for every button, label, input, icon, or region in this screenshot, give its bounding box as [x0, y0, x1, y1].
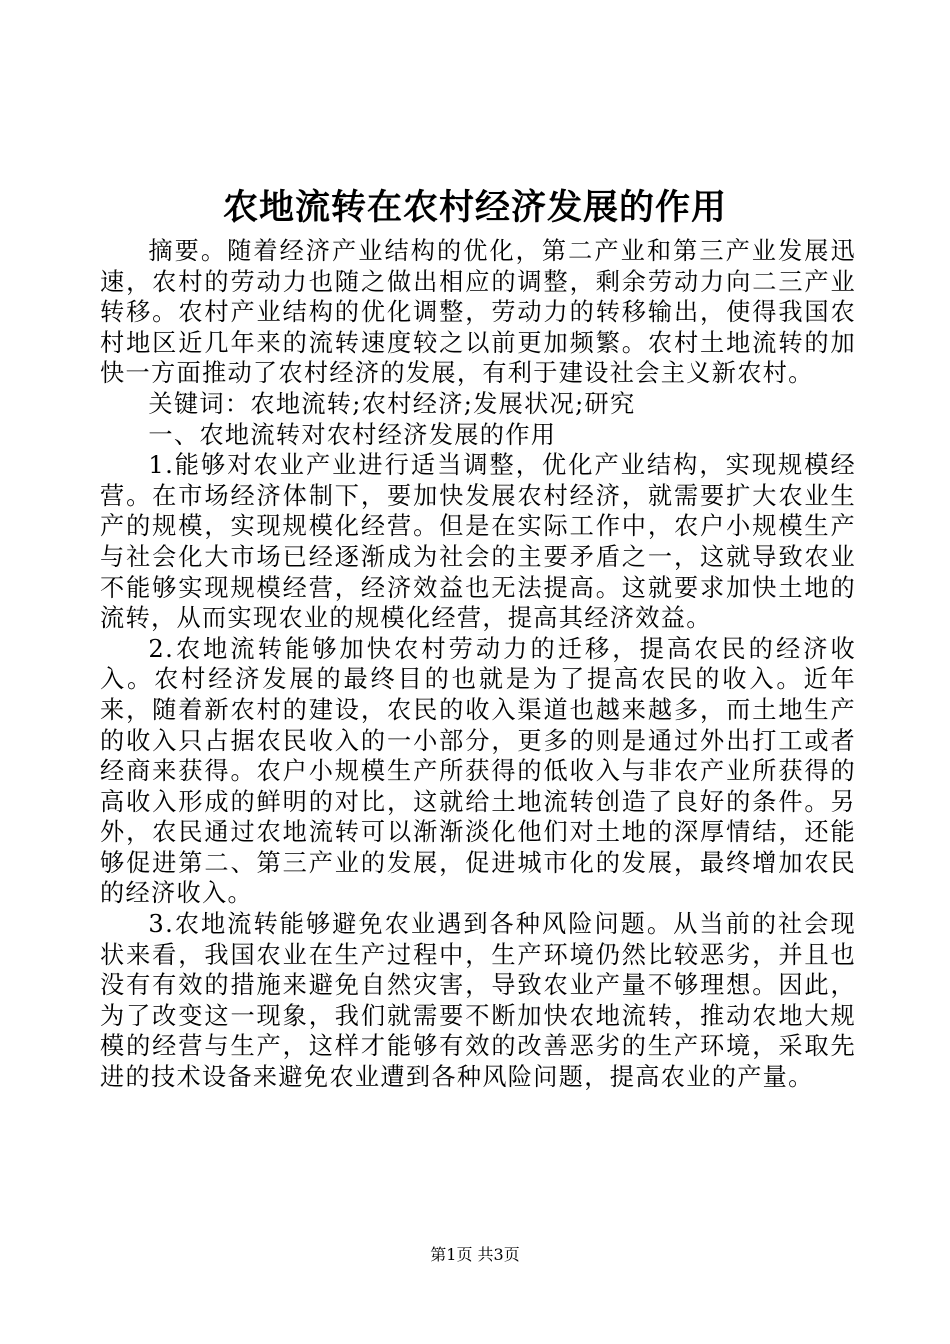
- document-title: 农地流转在农村经济发展的作用: [222, 187, 727, 228]
- abstract-paragraph: 摘要。随着经济产业结构的优化，第二产业和第三产业发展迅速，农村的劳动力也随之做出相应的调整，剩余劳动力向二三产业转移。农村产业结构的优化调整，劳动力的转移输出，使得我国农村地区近几年来的流转速度较之以前更加频繁。农村土地流转的加快一方面推动了农村经济的发展，有利于建设社会主义新农村。: [100, 237, 856, 388]
- body-paragraph-2: 2.农地流转能够加快农村劳动力的迁移，提高农民的经济收入。农村经济发展的最终目的也就是为了提高农民的收入。近年来，随着新农村的建设，农民的收入渠道也越来越多，而土地生产的收入只占据农民收入的一小部分，更多的则是通过外出打工或者经商来获得。农户小规模生产所获得的低收入与非农产业所获得的高收入形成的鲜明的对比，这就给土地流转创造了良好的条件。另外，农民通过农地流转可以渐渐淡化他们对土地的深厚情结，还能够促进第二、第三产业的发展，促进城市化的发展，最终增加农民的经济收入。: [100, 634, 856, 908]
- keywords-paragraph: 关键词：农地流转;农村经济;发展状况;研究: [148, 389, 636, 418]
- body-paragraph-1: 1.能够对农业产业进行适当调整，优化产业结构，实现规模经营。在市场经济体制下，要加快发展农村经济，就需要扩大农业生产的规模，实现规模化经营。但是在实际工作中，农户小规模生产与社会化大市场已经逐渐成为社会的主要矛盾之一，这就导致农业不能够实现规模经营，经济效益也无法提高。这就要求加快土地的流转，从而实现农业的规模化经营，提高其经济效益。: [100, 451, 856, 633]
- body-paragraph-3: 3.农地流转能够避免农业遇到各种风险问题。从当前的社会现状来看，我国农业在生产过程中，生产环境仍然比较恶劣，并且也没有有效的措施来避免自然灾害，导致农业产量不够理想。因此，为了改变这一现象，我们就需要不断加快农地流转，推动农地大规模的经营与生产，这样才能够有效的改善恶劣的生产环境，采取先进的技术设备来避免农业遭到各种风险问题，提高农业的产量。: [100, 910, 856, 1092]
- page-footer: 第1页 共3页: [430, 1245, 520, 1264]
- document-body: [100, 236, 856, 1093]
- section-heading: 一、农地流转对农村经济发展的作用: [148, 420, 557, 449]
